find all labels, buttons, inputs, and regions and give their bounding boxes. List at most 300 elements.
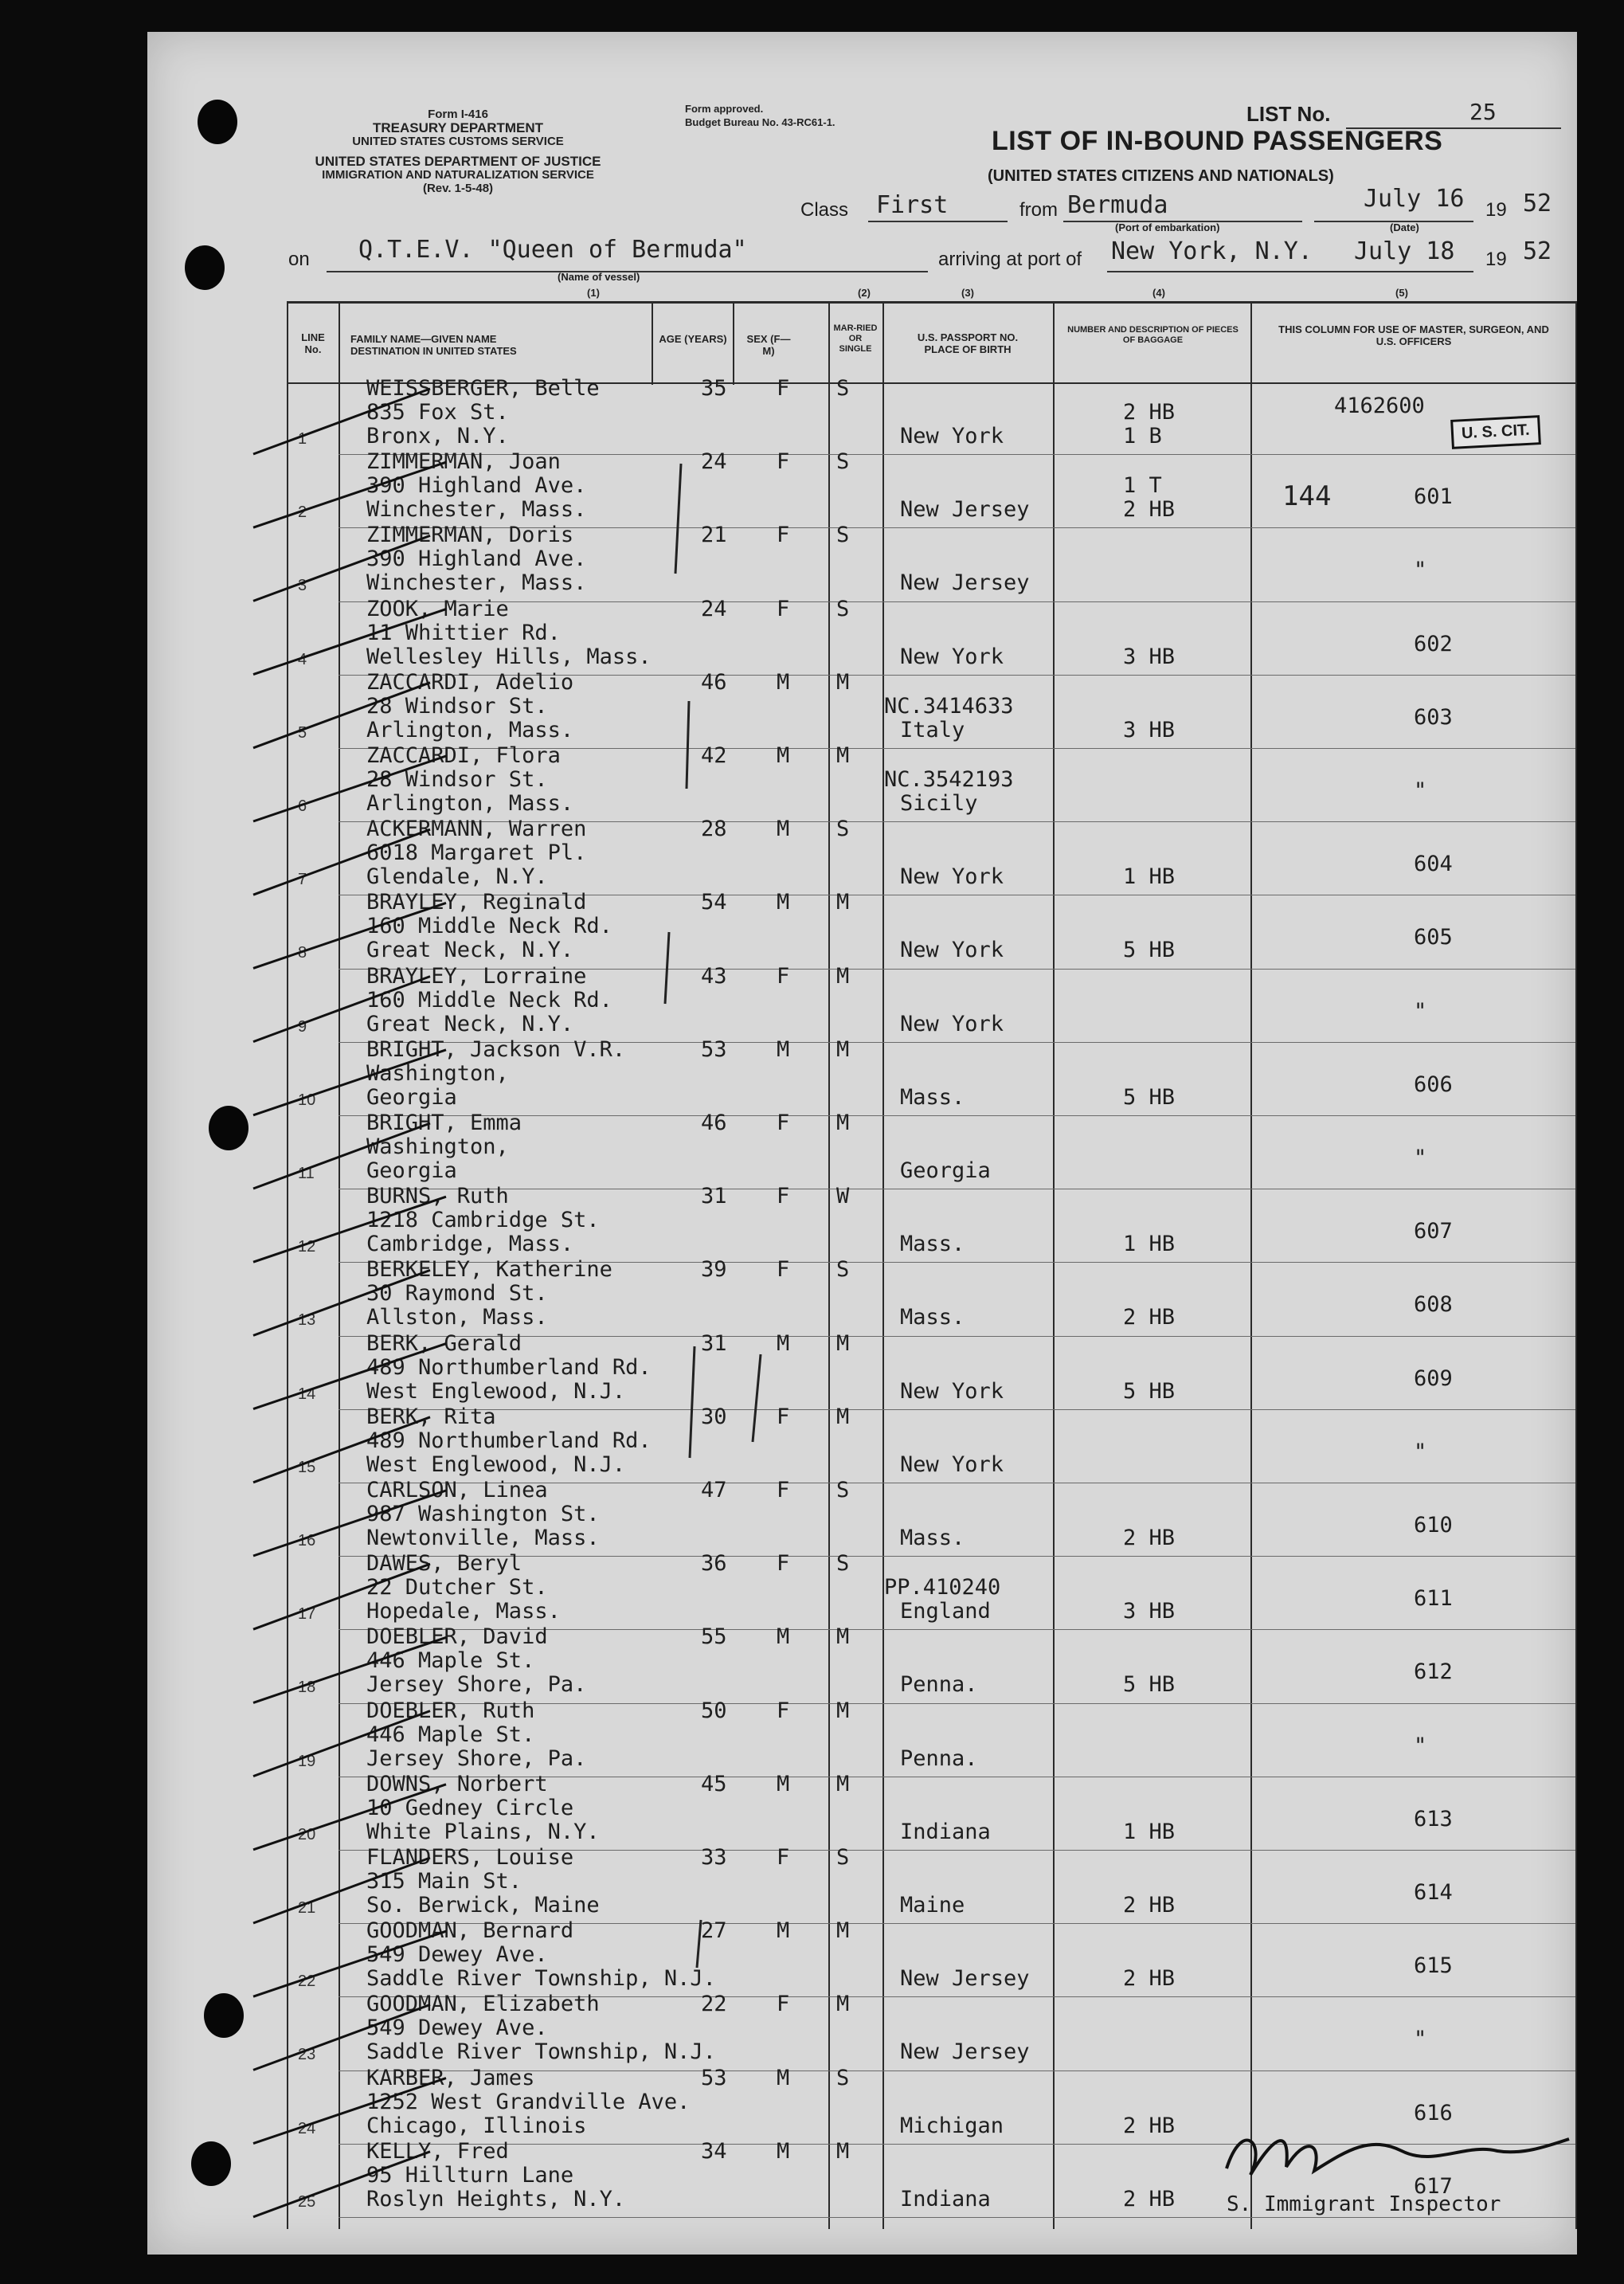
row-divider xyxy=(338,1115,1575,1116)
baggage-line-2: 3 HB xyxy=(1123,717,1176,742)
place-of-birth: New York xyxy=(900,644,1004,669)
officer-number: 601 xyxy=(1414,484,1453,510)
sex: F xyxy=(777,1257,790,1283)
address-street: 549 Dewey Ave. xyxy=(366,1942,548,1968)
marital-status: M xyxy=(836,1918,850,1944)
baggage-line-2: 2 HB xyxy=(1123,1305,1176,1330)
sex: M xyxy=(777,1624,790,1650)
passenger-name: FLANDERS, Louise xyxy=(366,1845,574,1870)
marital-status: M xyxy=(836,2138,850,2164)
form-info-block xyxy=(287,108,629,195)
divider-passport xyxy=(882,301,884,2229)
age: 54 xyxy=(701,890,727,915)
address-street: 160 Middle Neck Rd. xyxy=(366,987,612,1013)
marital-status: M xyxy=(836,1698,850,1723)
line-number: 7 xyxy=(298,871,307,889)
baggage-line-1: 1 T xyxy=(1123,473,1162,499)
departure-date: July 16 xyxy=(1364,185,1465,213)
sex: F xyxy=(777,1992,790,2017)
age: 21 xyxy=(701,523,727,548)
marital-status: S xyxy=(836,1478,850,1502)
baggage-line-2: 1 HB xyxy=(1123,1232,1176,1257)
header-officers: THIS COLUMN FOR USE OF MASTER, SURGEON, AND U.S. OFFICERS xyxy=(1278,323,1549,347)
justice-department: UNITED STATES DEPARTMENT OF JUSTICE xyxy=(315,154,601,169)
sex: F xyxy=(777,1184,790,1209)
document-subtitle: (UNITED STATES CITIZENS AND NATIONALS) xyxy=(988,167,1334,185)
sex: M xyxy=(777,2065,790,2090)
col-num-3: (3) xyxy=(961,287,974,299)
place-of-birth: Italy xyxy=(900,717,965,742)
line-number: 3 xyxy=(298,577,307,595)
ins-label: IMMIGRATION AND NATURALIZATION SERVICE xyxy=(322,168,594,182)
class-value: First xyxy=(876,191,949,219)
sex: M xyxy=(777,1918,790,1944)
list-number: 25 xyxy=(1469,99,1497,125)
address-city: Arlington, Mass. xyxy=(366,791,574,816)
officer-number: 602 xyxy=(1414,631,1453,656)
address-city: Bronx, N.Y. xyxy=(366,424,509,449)
line-number: 13 xyxy=(298,1311,316,1330)
officer-number: 615 xyxy=(1414,1953,1453,1979)
address-city: White Plains, N.Y. xyxy=(366,1819,600,1844)
officer-number: 617 xyxy=(1414,2173,1453,2199)
line-number: 14 xyxy=(298,1385,316,1403)
officer-number: 612 xyxy=(1414,1659,1453,1685)
age: 50 xyxy=(701,1698,727,1723)
officer-number: 616 xyxy=(1414,2100,1453,2125)
passenger-name: ZACCARDI, Flora xyxy=(366,743,561,768)
sex: F xyxy=(777,1404,790,1429)
age: 46 xyxy=(701,1111,727,1135)
us-citizen-stamp: U. S. CIT. xyxy=(1450,415,1540,449)
place-of-birth: England xyxy=(900,1599,991,1624)
age: 34 xyxy=(701,2138,727,2164)
officer-number: 610 xyxy=(1414,1513,1453,1538)
annotation-144: 144 xyxy=(1282,480,1332,512)
passenger-name: DOEBLER, Ruth xyxy=(366,1698,535,1723)
address-city: Georgia xyxy=(366,1158,457,1183)
arrival-date: July 18 xyxy=(1354,237,1455,265)
header-name: FAMILY NAME—GIVEN NAME DESTINATION IN UNITED STATES xyxy=(350,333,517,357)
address-city: West Englewood, N.J. xyxy=(366,1378,626,1404)
divider-married xyxy=(828,301,830,2229)
inspector-title: S. Immigrant Inspector xyxy=(1227,2192,1501,2216)
line-number: 10 xyxy=(298,1091,316,1109)
line-number: 9 xyxy=(298,1017,307,1036)
officer-number: 614 xyxy=(1414,1880,1453,1905)
header-sex: SEX (F—M) xyxy=(746,333,791,357)
address-city: Great Neck, N.Y. xyxy=(366,938,574,963)
baggage-line-2: 2 HB xyxy=(1123,1966,1176,1992)
age: 22 xyxy=(701,1992,727,2017)
row-divider xyxy=(338,601,1575,602)
line-number: 18 xyxy=(298,1679,316,1697)
age: 28 xyxy=(701,817,727,842)
address-city: Saddle River Township, N.J. xyxy=(366,1966,716,1992)
header-passport: U.S. PASSPORT NO. PLACE OF BIRTH xyxy=(917,331,1019,355)
address-city: Jersey Shore, Pa. xyxy=(366,1745,587,1771)
officer-number: " xyxy=(1414,558,1427,583)
age: 45 xyxy=(701,1771,727,1796)
passenger-name: BERK, Gerald xyxy=(366,1330,522,1356)
officer-number: 608 xyxy=(1414,1292,1453,1318)
baggage-line-2: 2 HB xyxy=(1123,2113,1176,2138)
officer-number: 604 xyxy=(1414,852,1453,877)
baggage-line-2: 2 HB xyxy=(1123,2186,1176,2212)
age: 24 xyxy=(701,449,727,475)
address-street: 549 Dewey Ave. xyxy=(366,2016,548,2041)
officer-number: " xyxy=(1414,2027,1427,2052)
age: 33 xyxy=(701,1845,727,1870)
officer-number: " xyxy=(1414,1439,1427,1464)
place-of-birth: Mass. xyxy=(900,1526,965,1550)
passport-number: NC.3542193 xyxy=(884,767,1014,792)
address-city: Winchester, Mass. xyxy=(366,570,587,596)
place-of-birth: New York xyxy=(900,1451,1004,1477)
baggage-line-2: 5 HB xyxy=(1123,1672,1176,1698)
baggage-line-2: 3 HB xyxy=(1123,644,1176,669)
approval-block xyxy=(685,102,924,129)
place-of-birth: New York xyxy=(900,1011,1004,1036)
marital-status: S xyxy=(836,449,850,475)
age: 36 xyxy=(701,1551,727,1577)
place-of-birth: New York xyxy=(900,864,1004,890)
address-street: Washington, xyxy=(366,1060,509,1086)
address-street: 489 Northumberland Rd. xyxy=(366,1428,652,1453)
form-approved: Form approved. xyxy=(685,103,764,115)
baggage-line-1: 2 HB xyxy=(1123,400,1176,425)
line-number: 15 xyxy=(298,1458,316,1476)
class-line xyxy=(868,221,1008,222)
on-label: on xyxy=(288,249,310,270)
address-street: 390 Highland Ave. xyxy=(366,547,587,572)
arriving-label: arriving at port of xyxy=(938,249,1082,270)
marital-status: S xyxy=(836,596,850,621)
sex: M xyxy=(777,1036,790,1062)
address-street: 446 Maple St. xyxy=(366,1722,535,1747)
address-street: 22 Dutcher St. xyxy=(366,1575,548,1600)
sex: M xyxy=(777,669,790,695)
marital-status: M xyxy=(836,1111,850,1135)
passport-number: NC.3414633 xyxy=(884,693,1014,719)
embark-label: (Port of embarkation) xyxy=(1115,221,1220,233)
sex: M xyxy=(777,743,790,768)
passenger-name: ZACCARDI, Adelio xyxy=(366,669,574,695)
divider-officers xyxy=(1250,301,1252,2229)
divider-line-name xyxy=(338,301,340,2229)
line-number: 19 xyxy=(298,1752,316,1770)
passenger-name: KELLY, Fred xyxy=(366,2138,509,2164)
baggage-line-2: 1 HB xyxy=(1123,864,1176,890)
officer-number: 4162600 xyxy=(1334,394,1425,418)
marital-status: M xyxy=(836,743,850,768)
line-number: 12 xyxy=(298,1238,316,1256)
col-num-4: (4) xyxy=(1152,287,1165,299)
sex: M xyxy=(777,2138,790,2164)
arrival-port: New York, N.Y. xyxy=(1111,237,1313,265)
address-street: 95 Hillturn Lane xyxy=(366,2162,574,2188)
passenger-name: KARBER, James xyxy=(366,2065,535,2090)
baggage-line-2: 5 HB xyxy=(1123,1084,1176,1110)
vessel-label: (Name of vessel) xyxy=(558,271,640,283)
address-city: Saddle River Township, N.J. xyxy=(366,2039,716,2065)
marital-status: M xyxy=(836,1771,850,1796)
sex: M xyxy=(777,890,790,915)
baggage-line-2: 1 B xyxy=(1123,424,1162,449)
col-num-2: (2) xyxy=(858,287,871,299)
address-city: Allston, Mass. xyxy=(366,1305,548,1330)
sex: F xyxy=(777,1478,790,1502)
marital-status: S xyxy=(836,2065,850,2090)
document-title: LIST OF IN-BOUND PASSENGERS xyxy=(992,126,1443,156)
age: 24 xyxy=(701,596,727,621)
marital-status: M xyxy=(836,1404,850,1429)
passenger-name: BRAYLEY, Lorraine xyxy=(366,963,587,989)
row-divider xyxy=(338,2217,1575,2218)
marital-status: W xyxy=(836,1184,850,1209)
sex: F xyxy=(777,523,790,548)
place-of-birth: Penna. xyxy=(900,1672,978,1698)
passenger-name: BRIGHT, Emma xyxy=(366,1111,522,1135)
address-city: Glendale, N.Y. xyxy=(366,864,548,890)
address-city: So. Berwick, Maine xyxy=(366,1893,600,1918)
officer-number: " xyxy=(1414,1146,1427,1170)
row-divider xyxy=(338,1336,1575,1337)
passenger-name: CARLSON, Linea xyxy=(366,1478,548,1502)
col-num-1: (1) xyxy=(587,287,600,299)
line-number: 8 xyxy=(298,944,307,962)
baggage-line-2: 2 HB xyxy=(1123,497,1176,523)
marital-status: M xyxy=(836,1624,850,1650)
line-number: 21 xyxy=(298,1899,316,1917)
baggage-line-2: 2 HB xyxy=(1123,1526,1176,1550)
passenger-name: DOWNS, Norbert xyxy=(366,1771,548,1796)
address-city: Jersey Shore, Pa. xyxy=(366,1672,587,1698)
address-street: 28 Windsor St. xyxy=(366,767,548,792)
header-married: MAR-RIED OR SINGLE xyxy=(833,323,878,354)
address-city: Wellesley Hills, Mass. xyxy=(366,644,652,669)
sex: F xyxy=(777,1698,790,1723)
list-label: LIST No. xyxy=(1246,102,1331,126)
header-baggage: NUMBER AND DESCRIPTION OF PIECES OF BAGGAGE xyxy=(1067,325,1239,345)
address-street: Washington, xyxy=(366,1134,509,1159)
departure-year: 52 xyxy=(1523,190,1552,217)
marital-status: M xyxy=(836,963,850,989)
marital-status: M xyxy=(836,1992,850,2017)
table-top-border xyxy=(287,301,1577,304)
place-of-birth: New York xyxy=(900,938,1004,963)
officer-number: 611 xyxy=(1414,1586,1453,1612)
year-prefix-2: 19 xyxy=(1485,249,1507,270)
passenger-name: GOODMAN, Elizabeth xyxy=(366,1992,600,2017)
place-of-birth: New Jersey xyxy=(900,2039,1030,2065)
line-number: 25 xyxy=(298,2192,316,2211)
sex: F xyxy=(777,596,790,621)
passenger-name: GOODMAN, Bernard xyxy=(366,1918,574,1944)
place-of-birth: New York xyxy=(900,424,1004,449)
sex: F xyxy=(777,1111,790,1135)
baggage-line-2: 5 HB xyxy=(1123,1378,1176,1404)
treasury-department: TREASURY DEPARTMENT xyxy=(372,120,544,135)
passenger-name: BERK, Rita xyxy=(366,1404,496,1429)
address-street: 160 Middle Neck Rd. xyxy=(366,914,612,939)
punch-hole xyxy=(191,2141,231,2186)
passenger-name: WEISSBERGER, Belle xyxy=(366,376,600,401)
marital-status: M xyxy=(836,1036,850,1062)
class-label: Class xyxy=(800,199,849,221)
passenger-name: ACKERMANN, Warren xyxy=(366,817,587,842)
marital-status: M xyxy=(836,1330,850,1356)
place-of-birth: Sicily xyxy=(900,791,978,816)
place-of-birth: Indiana xyxy=(900,2186,991,2212)
budget-bureau: Budget Bureau No. 43-RC61-1. xyxy=(685,116,835,128)
officer-number: 607 xyxy=(1414,1219,1453,1244)
table-right-border xyxy=(1575,301,1577,2229)
customs-service: UNITED STATES CUSTOMS SERVICE xyxy=(352,135,564,148)
address-street: 835 Fox St. xyxy=(366,400,509,425)
age: 31 xyxy=(701,1330,727,1356)
address-street: 315 Main St. xyxy=(366,1869,522,1894)
year-prefix: 19 xyxy=(1485,199,1507,221)
line-number: 16 xyxy=(298,1532,316,1549)
place-of-birth: Penna. xyxy=(900,1745,978,1771)
place-of-birth: Georgia xyxy=(900,1158,991,1183)
punch-hole xyxy=(185,245,225,290)
punch-hole xyxy=(209,1106,248,1150)
place-of-birth: Mass. xyxy=(900,1084,965,1110)
passenger-name: BRIGHT, Jackson V.R. xyxy=(366,1036,626,1062)
age: 39 xyxy=(701,1257,727,1283)
sex: M xyxy=(777,1330,790,1356)
sex: F xyxy=(777,1845,790,1870)
officer-number: 606 xyxy=(1414,1071,1453,1097)
line-number: 1 xyxy=(298,430,307,448)
marital-status: S xyxy=(836,1845,850,1870)
place-of-birth: Mass. xyxy=(900,1305,965,1330)
officer-number: " xyxy=(1414,998,1427,1024)
age: 46 xyxy=(701,669,727,695)
sex: F xyxy=(777,376,790,401)
line-number: 24 xyxy=(298,2119,316,2137)
age: 43 xyxy=(701,963,727,989)
place-of-birth: Mass. xyxy=(900,1232,965,1257)
address-street: 446 Maple St. xyxy=(366,1648,535,1674)
officer-number: 609 xyxy=(1414,1365,1453,1391)
place-of-birth: Maine xyxy=(900,1893,965,1918)
address-city: Hopedale, Mass. xyxy=(366,1599,561,1624)
line-number: 20 xyxy=(298,1825,316,1843)
address-city: Cambridge, Mass. xyxy=(366,1232,574,1257)
row-divider xyxy=(338,1556,1575,1557)
officer-number: 613 xyxy=(1414,1806,1453,1832)
address-city: Roslyn Heights, N.Y. xyxy=(366,2186,626,2212)
revision: (Rev. 1-5-48) xyxy=(422,182,494,195)
age: 35 xyxy=(701,376,727,401)
address-street: 987 Washington St. xyxy=(366,1502,600,1526)
baggage-line-2: 5 HB xyxy=(1123,938,1176,963)
marital-status: S xyxy=(836,817,850,842)
header-age: AGE (YEARS) xyxy=(659,333,727,345)
address-street: 489 Northumberland Rd. xyxy=(366,1354,652,1380)
address-city: Chicago, Illinois xyxy=(366,2113,587,2138)
divider-sex xyxy=(733,301,734,385)
age: 42 xyxy=(701,743,727,768)
baggage-line-2: 2 HB xyxy=(1123,1893,1176,1918)
sex: F xyxy=(777,449,790,475)
vessel-name: Q.T.E.V. "Queen of Bermuda" xyxy=(358,236,747,264)
marital-status: S xyxy=(836,1257,850,1283)
line-number: 11 xyxy=(298,1165,315,1182)
address-street: 11 Whittier Rd. xyxy=(366,620,561,645)
sex: M xyxy=(777,817,790,842)
place-of-birth: New Jersey xyxy=(900,497,1030,523)
place-of-birth: Michigan xyxy=(900,2113,1004,2138)
age: 27 xyxy=(701,1918,727,1944)
address-street: 10 Gedney Circle xyxy=(366,1795,574,1820)
date-label: (Date) xyxy=(1390,221,1419,233)
line-number: 17 xyxy=(298,1605,316,1624)
baggage-line-2: 3 HB xyxy=(1123,1599,1176,1624)
line-number: 23 xyxy=(298,2046,316,2064)
form-number: Form I-416 xyxy=(428,108,488,121)
marital-status: M xyxy=(836,669,850,695)
baggage-line-2: 1 HB xyxy=(1123,1819,1176,1844)
arrival-line xyxy=(1107,271,1473,272)
place-of-birth: Indiana xyxy=(900,1819,991,1844)
age: 30 xyxy=(701,1404,727,1429)
address-city: Newtonville, Mass. xyxy=(366,1526,600,1550)
passport-number: PP.410240 xyxy=(884,1575,1001,1600)
age: 55 xyxy=(701,1624,727,1650)
marital-status: S xyxy=(836,376,850,401)
line-number: 6 xyxy=(298,797,307,815)
passenger-name: ZOOK, Marie xyxy=(366,596,509,621)
divider-age xyxy=(652,301,653,385)
address-city: Winchester, Mass. xyxy=(366,497,587,523)
place-of-birth: New Jersey xyxy=(900,1966,1030,1992)
address-street: 390 Highland Ave. xyxy=(366,473,587,499)
punch-hole xyxy=(198,100,237,144)
marital-status: S xyxy=(836,523,850,548)
address-street: 30 Raymond St. xyxy=(366,1281,548,1307)
sex: M xyxy=(777,1771,790,1796)
passenger-name: BRAYLEY, Reginald xyxy=(366,890,587,915)
age: 53 xyxy=(701,1036,727,1062)
punch-hole xyxy=(204,1993,244,2038)
place-of-birth: New York xyxy=(900,1378,1004,1404)
officer-number: 603 xyxy=(1414,704,1453,730)
passenger-name: DAWES, Beryl xyxy=(366,1551,522,1577)
place-of-birth: New Jersey xyxy=(900,570,1030,596)
row-divider xyxy=(338,2144,1575,2145)
table-left-border xyxy=(287,301,288,2229)
officer-number: 605 xyxy=(1414,925,1453,950)
from-label: from xyxy=(1019,199,1058,221)
officer-number: " xyxy=(1414,778,1427,803)
address-street: 1218 Cambridge St. xyxy=(366,1208,600,1233)
line-number: 2 xyxy=(298,503,307,522)
row-divider xyxy=(338,1409,1575,1410)
address-city: Great Neck, N.Y. xyxy=(366,1011,574,1036)
marital-status: S xyxy=(836,1551,850,1577)
divider-baggage xyxy=(1053,301,1055,2229)
passenger-name: ZIMMERMAN, Doris xyxy=(366,523,574,548)
age: 47 xyxy=(701,1478,727,1502)
sex: F xyxy=(777,1551,790,1577)
arrival-year: 52 xyxy=(1523,237,1552,265)
from-value: Bermuda xyxy=(1067,191,1168,219)
address-city: Georgia xyxy=(366,1084,457,1110)
